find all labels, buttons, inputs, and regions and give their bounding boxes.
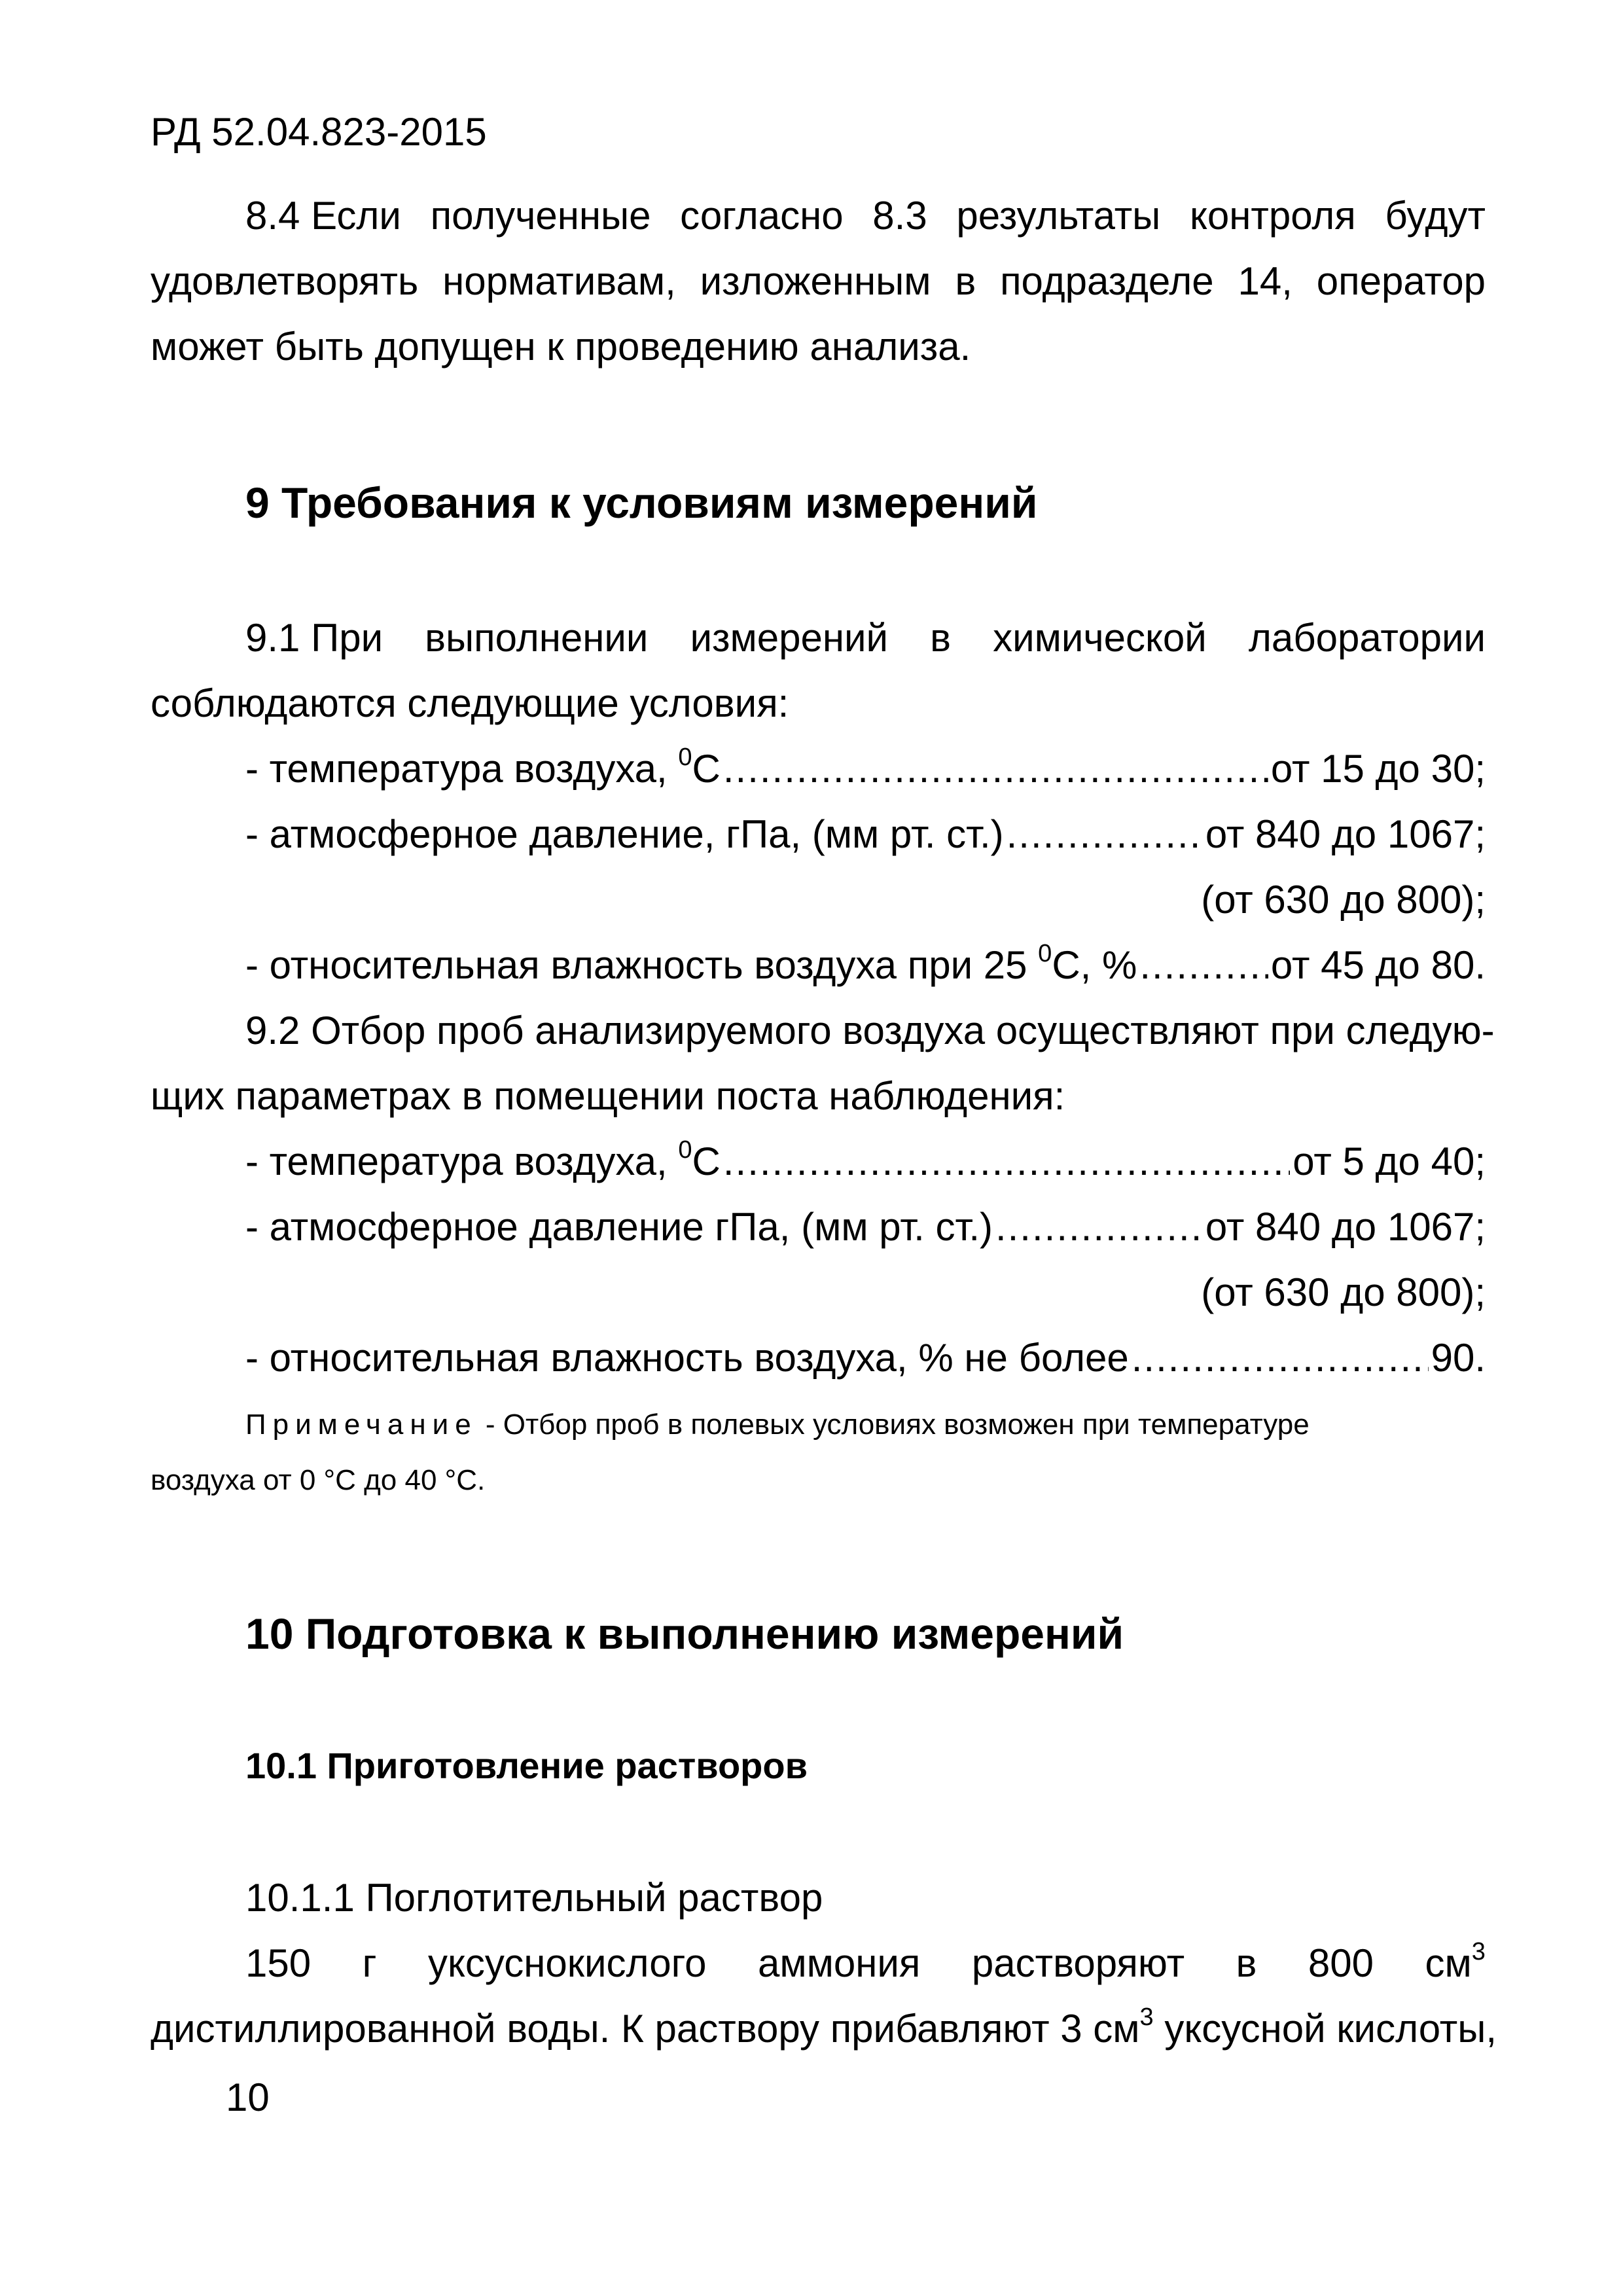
condition-pressure-mm-post: (от 630 до 800); — [1201, 1270, 1486, 1314]
word: в — [930, 616, 951, 660]
leader-dots — [1132, 1338, 1429, 1378]
word: удовлетворять — [151, 259, 419, 303]
leader-dots — [995, 1208, 1203, 1247]
word: 9.1 При — [245, 616, 383, 660]
word: г — [362, 1941, 377, 1985]
condition-label: - атмосферное давление гПа, (мм рт. ст.) — [245, 1205, 993, 1249]
paragraph-9-2-line-2: щих параметрах в помещении поста наблюдения: — [151, 1074, 1065, 1118]
leader-dots — [723, 749, 1268, 789]
word: оператор — [1316, 259, 1486, 303]
word: будут — [1385, 194, 1486, 238]
word: 8.4 Если — [245, 194, 401, 238]
word: уксуснокислого — [428, 1941, 707, 1985]
word: растворяют — [971, 1941, 1185, 1985]
word: 14, — [1238, 259, 1293, 303]
condition-humidity-lab — [245, 940, 1486, 987]
word: $см^3$ — [1425, 1938, 1486, 1985]
condition-pressure-lab — [245, 812, 1486, 856]
note-line-2: воздуха от 0 °С до 40 °С. — [151, 1464, 486, 1496]
condition-pressure-post — [245, 1205, 1486, 1249]
document-code: РД 52.04.823-2015 — [151, 110, 487, 154]
word: результаты — [956, 194, 1161, 238]
note-line-1 — [245, 1410, 1310, 1439]
condition-temperature-post — [245, 1136, 1486, 1183]
word: контроля — [1189, 194, 1356, 238]
word: 150 — [245, 1941, 312, 1985]
paragraph-10-1-1-line-2: дистиллированной воды. К раствору прибавляют 3 $см^3$ уксусной кислоты, — [151, 2003, 1497, 2051]
condition-value: от 45 до 80. — [1270, 943, 1486, 987]
paragraph-9-2-line-1: 9.2 Отбор проб анализируемого воздуха осуществляют при следую- — [245, 1009, 1495, 1052]
condition-value: от 840 до 1067; — [1205, 812, 1486, 856]
condition-value: от 15 до 30; — [1270, 747, 1486, 791]
word: изложенным — [700, 259, 931, 303]
word: химической — [993, 616, 1207, 660]
section-9-heading: 9 Требования к условиям измерений — [245, 478, 1038, 527]
condition-label: - температура воздуха, $^0$С — [245, 744, 721, 791]
leader-dots — [723, 1142, 1290, 1181]
section-10-heading: 10 Подготовка к выполнению измерений — [245, 1609, 1124, 1658]
condition-humidity-post — [245, 1338, 1486, 1378]
paragraph-8-4-line-3: может быть допущен к проведению анализа. — [151, 325, 971, 368]
word: полученные — [430, 194, 651, 238]
condition-label: - относительная влажность воздуха, % не более — [245, 1336, 1129, 1380]
word: 8.3 — [872, 194, 927, 238]
word: 800 — [1308, 1941, 1374, 1985]
paragraph-10-1-1-line-1 — [245, 1938, 1486, 1985]
word: нормативам, — [442, 259, 676, 303]
word: согласно — [680, 194, 844, 238]
paragraph-8-4-line-1 — [245, 196, 1486, 236]
condition-label: - атмосферное давление, гПа, (мм рт. ст.) — [245, 812, 1004, 856]
word: выполнении — [425, 616, 649, 660]
paragraph-9-1-line-1 — [245, 616, 1486, 660]
condition-value: от 5 до 40; — [1293, 1139, 1486, 1183]
word: измерений — [690, 616, 889, 660]
word: лаборатории — [1248, 616, 1486, 660]
condition-value: 90. — [1431, 1336, 1486, 1380]
condition-temperature-lab — [245, 744, 1486, 791]
subsection-10-1-heading: 10.1 Приготовление растворов — [245, 1745, 808, 1786]
word: аммония — [758, 1941, 921, 1985]
word: подразделе — [1000, 259, 1214, 303]
leader-dots — [1007, 815, 1203, 854]
condition-value: от 840 до 1067; — [1205, 1205, 1486, 1249]
word: в — [955, 259, 976, 303]
word: в — [1236, 1941, 1257, 1985]
note-label: Примечание — [245, 1408, 478, 1441]
paragraph-8-4-line-2 — [151, 259, 1486, 303]
item-10-1-1-title: 10.1.1 Поглотительный раствор — [245, 1876, 823, 1920]
note-text: - Отбор проб в полевых условиях возможен при температуре — [485, 1408, 1310, 1441]
paragraph-9-1-line-2: соблюдаются следующие условия: — [151, 681, 789, 725]
condition-label: - относительная влажность воздуха при 25 $^0$С, % — [245, 940, 1137, 987]
leader-dots — [1139, 946, 1268, 985]
page-number: 10 — [226, 2075, 270, 2119]
condition-label: - температура воздуха, $^0$С — [245, 1136, 721, 1183]
condition-pressure-mm: (от 630 до 800); — [1201, 878, 1486, 922]
